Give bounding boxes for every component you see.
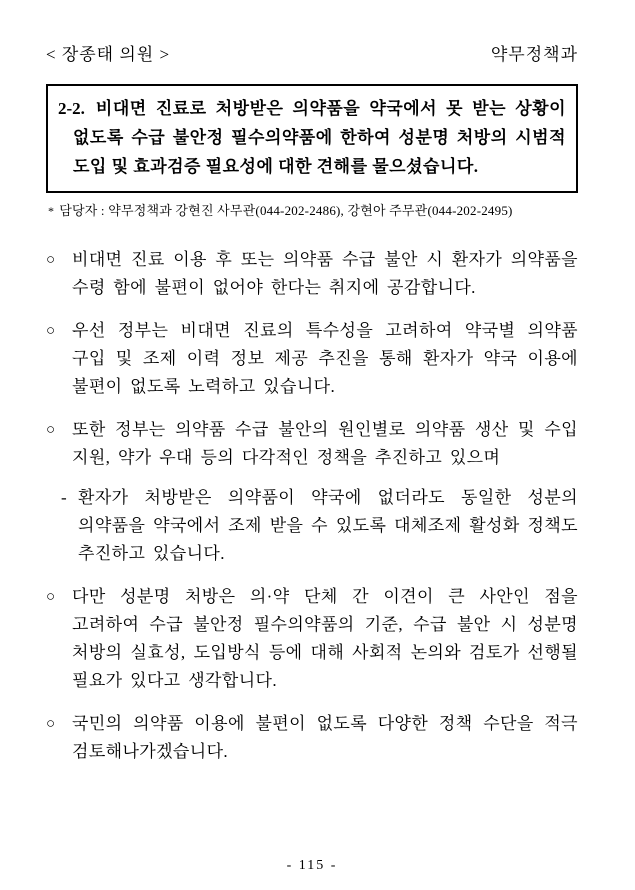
answer-subparagraph [61, 484, 578, 568]
member-name: < 장종태 의원 > [46, 45, 171, 64]
question-box-content [58, 94, 566, 181]
paragraph-text: 또한 정부는 의약품 수급 불안의 원인별로 의약품 생산 및 수입 지원, 약가 우대 등의 다각적인 정책을 추진하고 있으며 [72, 420, 578, 467]
paragraph-text: 비대면 진료 이용 후 또는 의약품 수급 불안 시 환자가 의약품을 수령 함에 불편이 없어야 한다는 취지에 공감합니다. [72, 250, 578, 297]
circle-bullet: ○ [46, 716, 56, 732]
question-text: 비대면 진료로 처방받은 의약품을 약국에서 못 받는 상황이 없도록 수급 불안정 필수의약품에 한하여 성분명 처방의 시범적 도입 및 효과검증 필요성에 대한 견해를 물으셨습니다. [73, 99, 566, 176]
answer-paragraph [46, 416, 578, 472]
department-name: 약무정책과 [490, 45, 578, 64]
circle-bullet: ○ [46, 252, 56, 268]
answer-paragraph [46, 583, 578, 695]
paragraph-text: 우선 정부는 비대면 진료의 특수성을 고려하여 약국별 의약품 구입 및 조제 이력 정보 제공 추진을 통해 환자가 약국 이용에 불편이 없도록 노력하고 있습니다. [72, 321, 578, 396]
circle-bullet: ○ [46, 422, 56, 438]
answer-paragraph [46, 246, 578, 302]
page-number: - 115 - [286, 858, 338, 873]
dash-bullet: - [61, 488, 68, 507]
question-number: 2-2. [58, 99, 85, 118]
paragraph-text: 환자가 처방받은 의약품이 약국에 없더라도 동일한 성분의 의약품을 약국에서 조제 받을 수 있도록 대체조제 활성화 정책도 추진하고 있습니다. [78, 488, 578, 563]
paragraph-text: 국민의 의약품 이용에 불편이 없도록 다양한 정책 수단을 적극 검토해나가겠습니다. [72, 714, 578, 761]
circle-bullet: ○ [46, 323, 56, 339]
contact-line [46, 202, 578, 220]
answer-paragraph [46, 317, 578, 401]
contact-text: 담당자 : 약무정책과 강현진 사무관(044-202-2486), 강현아 주무관(044-202-2495) [59, 203, 513, 218]
asterisk-marker: * [48, 204, 55, 218]
question-box [46, 84, 578, 193]
circle-bullet: ○ [46, 589, 56, 605]
answer-body [46, 246, 578, 766]
paragraph-text: 다만 성분명 처방은 의·약 단체 간 이견이 큰 사안인 점을 고려하여 수급 불안정 필수의약품의 기준, 수급 불안 시 성분명 처방의 실효성, 도입방식 등에 대해 사회적 논의와 검토가 선행될 필요가 있다고 생각합니다. [72, 587, 578, 690]
answer-paragraph [46, 710, 578, 766]
document-header [46, 44, 578, 66]
